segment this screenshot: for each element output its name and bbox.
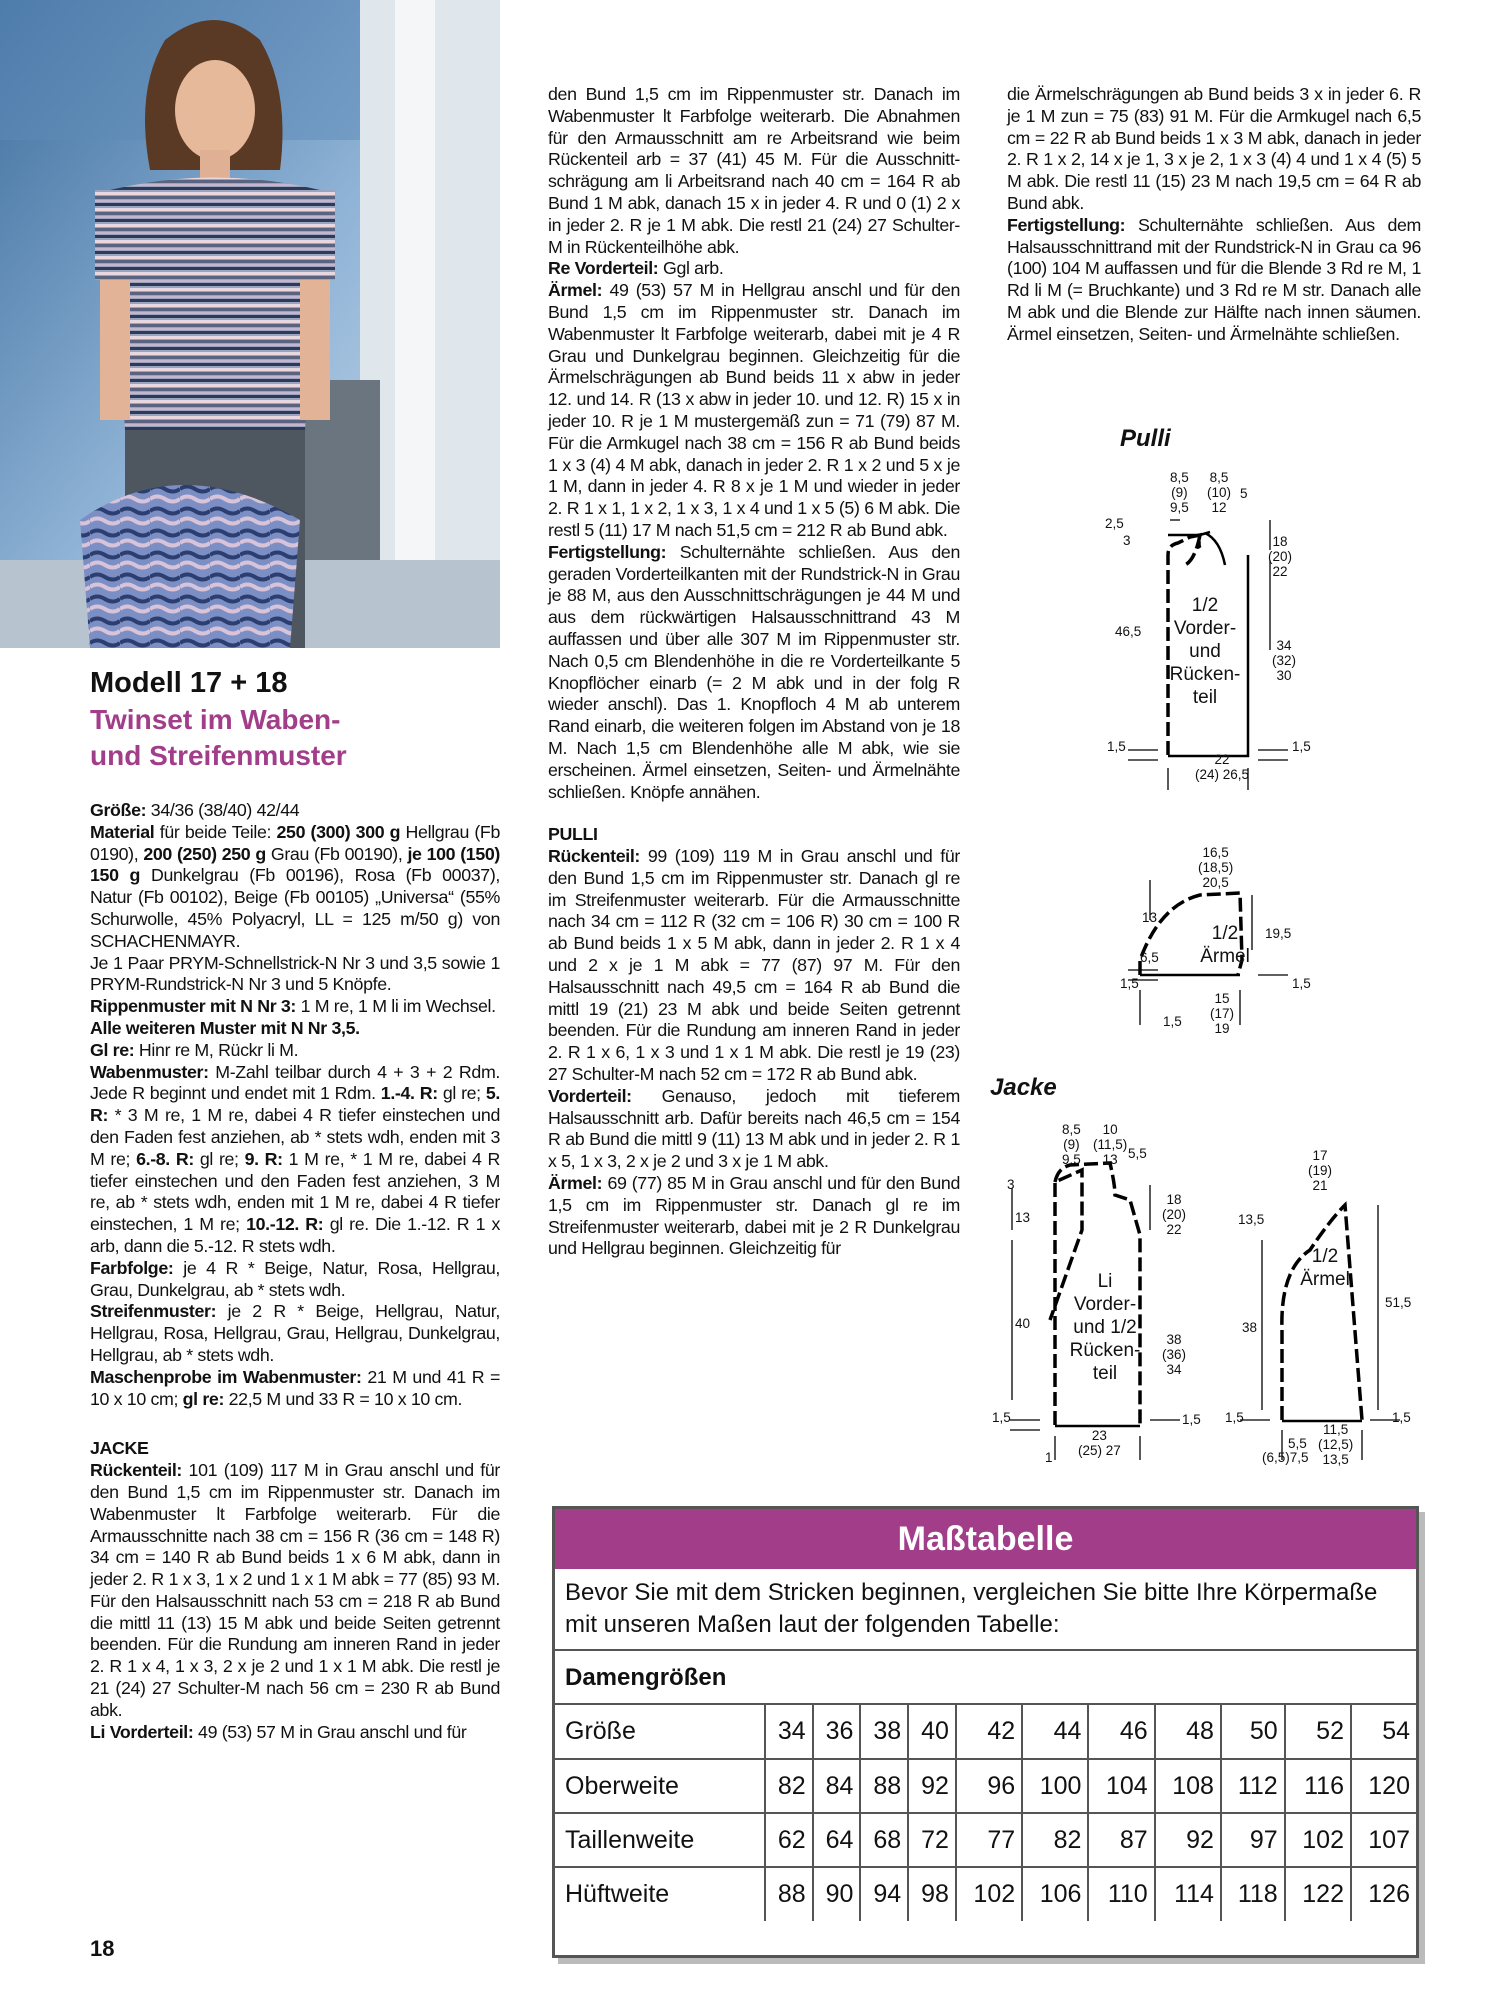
size-table-grid — [555, 1705, 1416, 1921]
dim: 1,5 — [1120, 976, 1139, 991]
model-subtitle-line1: Twinset im Waben- — [90, 704, 341, 735]
table-cell: 126 — [1351, 1867, 1416, 1921]
dim: 5,5 — [1288, 1436, 1307, 1451]
table-cell: 64 — [813, 1813, 861, 1867]
size-table — [552, 1506, 1419, 1958]
table-cell: 82 — [1022, 1813, 1088, 1867]
table-cell: 84 — [813, 1759, 861, 1813]
table-cell: 94 — [860, 1867, 908, 1921]
dim: 40 — [1015, 1316, 1031, 1331]
table-cell: 110 — [1088, 1867, 1154, 1921]
table-cell: 87 — [1088, 1813, 1154, 1867]
table-cell: 68 — [860, 1813, 908, 1867]
table-cell: 40 — [908, 1705, 956, 1759]
dim: 13 — [1142, 910, 1158, 925]
table-cell: 46 — [1088, 1705, 1154, 1759]
dim: 8,5 (9) 9,5 — [1062, 1122, 1081, 1167]
column-3-text: die Ärmelschrägungen ab Bund beids 3 x in jeder 6. R je 1 M zun = 75 (83) 91 M. Für die Armkugel nach 6,5 cm = 22 R ab Bund beids 1 x 3 M abk, danach in jeder 2. R 1 x 2, 14 x je 1, 3 x je 2, 1 x 3 (4) 4 und 1 x 4 (5) 5 M abk. Die restl 11 (15) 23 M nach 19,5 cm = 64 R ab Bund abk. Fertigstellung: Schulternähte schließen. Aus dem Halsausschnittrand mit der Rundstrick-N in Grau ca 96 (100) 104 M auffassen und für die Blende 3 Rd re M, 1 Rd li M (= Bruchkante) und 3 Rd re M str. Danach alle M abk und die Blende zur Hälfte nach innen säumen. Ärmel einsetzen, Seiten- und Ärmelnähte schließen. — [1007, 84, 1421, 344]
table-cell: 102 — [956, 1867, 1022, 1921]
table-row — [555, 1705, 1416, 1759]
dim: 5 — [1240, 486, 1248, 501]
column-2-text: den Bund 1,5 cm im Rippenmuster str. Danach im Wabenmuster lt Farbfolge weiterarb. Die Abnahmen für den Armausschnitt am re Arbeitsrand wie beim Rückenteil arb = 37 (41) 45 M. Für die Ausschnitt-schrägung am li Arbeitsrand nach 40 cm = 164 R ab Bund 1 M abk, danach 15 x in jeder 4. R und 0 (1) 2 x in jeder 2. R je 1 M abk. Die restl 21 (24) 27 Schulter-M in Rückenteilhöhe abk. Re Vorderteil: Ggl arb. Ärmel: 49 (53) 57 M in Hellgrau anschl und für den Bund 1,5 cm im Rippenmuster str. Danach im Wabenmuster lt Farbfolge weiterarb, dabei mit je 4 R Grau und Dunkelgrau beginnen. Gleichzeitig für die Ärmelschrägungen ab Bund beids 11 x abw in jeder 12. und 14. R (13 x abw in jeder 10. und 12. R) 15 x in jeder 10. R je 1 M mustergemäß zun = 71 (79) 87 M. Für die Armkugel nach 38 cm = 156 R ab Bund beids 1 x 3 (4) 4 M abk, danach in jeder 2. R 1 x 2 und 5 x je 1 M, dann in jeder 4. R 8 x je 1 M und wieder in jeder 2. R 1 x 1, 1 x 2, 1 x 3, 1 x 4 und 1 x 5 (5) 6 M abk. Die restl 5 (11) 17 M nach 51,5 cm = 212 R ab Bund abk. Fertigstellung: Schulternähte schließen. Aus den geraden Vorderteilkanten mit der Rundstrick-N in Grau je 88 M, aus den Ausschnittschrägungen je 44 M und aus dem rückwärtigen Halsausschnittrand 43 M auffassen und über alle 307 M im Rippenmuster str. Nach 0,5 cm Blendenhöhe in die re Vorderteilkante 5 Knopflöcher einarb (= 2 M abk und in der folg R wieder anschl). Das 1. Knopfloch 4 M ab unterem Rand einarb, die weiteren folgen im Abstand von je 18 M. Nach 1,5 cm Blendenhöhe alle M abk, wie sie erscheinen. Ärmel einsetzen, Seiten- und Ärmelnähte schließen. Knöpfe annähen. PULLI Rückenteil: 99 (109) 119 M in Grau anschl und für den Bund 1,5 cm im Rippenmuster str. Danach gl re im Streifenmuster weiterarb. Für die Armausschnitte nach 34 cm = 112 R (32 cm = 106 R) 30 cm = 100 R ab Bund beids 1 x 5 M abk, dann in jeder 2. R 1 x 4 und 2 x je 1 M abk = 77 (87) 97 M. Für den Halsausschnitt nach 49,5 cm = 164 R ab Bund die mittl 19 (21) 23 M abk und beide Seiten getrennt beenden. Für die Rundung am inneren Rand in jeder 2. R 1 x 6, 1 x 3 und 1 x 1 M abk. Die restl je 19 (23) 27 Schulter-M nach 52 cm = 172 R ab Bund abk. Vorderteil: Genauso, jedoch mit tieferem Halsausschnitt arb. Dafür bereits nach 46,5 cm = 154 R ab Bund die mittl 9 (11) 13 M abk und in jeder 2. R 1 x 5, 1 x 3, 2 x je 2 und 3 x je 1 M abk. Ärmel: 69 (77) 85 M in Grau anschl und für den Bund 1,5 cm im Rippenmuster str. Danach gl re im Streifenmuster weiterarb, dabei mit je 2 R Dunkelgrau und Hellgrau beginnen. Gleichzeitig für — [548, 84, 960, 1259]
table-cell: 38 — [860, 1705, 908, 1759]
table-cell: 92 — [908, 1759, 956, 1813]
table-cell: 114 — [1155, 1867, 1221, 1921]
dim: 16,5 (18,5) 20,5 — [1198, 845, 1234, 890]
dim: 3 — [1123, 533, 1131, 548]
dim: 17 (19) 21 — [1308, 1148, 1333, 1193]
dim: 1 — [1045, 1450, 1053, 1465]
dim: 38 (36) 34 — [1162, 1332, 1187, 1377]
dim: 8,5 (10) 12 — [1207, 470, 1232, 515]
model-subtitle-line2: und Streifenmuster — [90, 740, 347, 771]
dim: 8,5 (9) 9,5 — [1170, 470, 1189, 515]
dim: 1,5 — [992, 1410, 1011, 1425]
table-cell: 62 — [765, 1813, 813, 1867]
dim: 13 — [1015, 1210, 1031, 1225]
dim: 1,5 — [1225, 1410, 1244, 1425]
size-table-intro: Bevor Sie mit dem Stricken beginnen, vergleichen Sie bitte Ihre Körpermaße mit unseren Maßen laut der folgenden Tabelle: — [555, 1569, 1416, 1651]
dim: 1,5 — [1292, 976, 1311, 991]
page-number: 18 — [90, 1936, 115, 1961]
table-cell: 120 — [1351, 1759, 1416, 1813]
table-cell: 44 — [1022, 1705, 1088, 1759]
table-cell: 88 — [860, 1759, 908, 1813]
table-row — [555, 1867, 1416, 1921]
table-cell: 116 — [1285, 1759, 1351, 1813]
dim: 3 — [1007, 1177, 1015, 1192]
table-cell: 52 — [1285, 1705, 1351, 1759]
table-row-label: Oberweite — [555, 1759, 765, 1813]
table-cell: 77 — [956, 1813, 1022, 1867]
table-cell: 88 — [765, 1867, 813, 1921]
dim: 1,5 — [1292, 739, 1311, 754]
table-cell: 118 — [1221, 1867, 1285, 1921]
model-title: Modell 17 + 18 — [90, 667, 288, 699]
dim: 1,5 — [1163, 1014, 1182, 1029]
table-cell: 34 — [765, 1705, 813, 1759]
table-cell: 96 — [956, 1759, 1022, 1813]
dim: 19,5 — [1265, 926, 1292, 941]
table-cell: 92 — [1155, 1813, 1221, 1867]
table-row-label: Hüftweite — [565, 1880, 670, 1908]
dim: 23 (25) 27 — [1078, 1428, 1121, 1458]
table-row — [555, 1813, 1416, 1867]
table-cell: 104 — [1088, 1759, 1154, 1813]
pulli-body-piece-label: 1/2 Vorder- und Rücken- teil — [1169, 595, 1241, 708]
table-row — [555, 1759, 1416, 1813]
pulli-sleeve-piece-label: 1/2 Ärmel — [1200, 923, 1250, 967]
dim: 15 (17) 19 — [1210, 991, 1235, 1036]
table-row-label: Größe — [555, 1705, 765, 1759]
jacke-sleeve-piece-label: 1/2 Ärmel — [1300, 1246, 1350, 1290]
section-pulli: PULLI — [548, 824, 598, 845]
dim: 46,5 — [1115, 624, 1142, 639]
dim: 6,5 — [1140, 950, 1159, 965]
table-cell: 97 — [1221, 1813, 1285, 1867]
dim: 51,5 — [1385, 1295, 1412, 1310]
table-cell: 106 — [1022, 1867, 1088, 1921]
table-cell: 100 — [1022, 1759, 1088, 1813]
table-cell: 36 — [813, 1705, 861, 1759]
dim: 34 (32) 30 — [1272, 638, 1297, 683]
table-cell: 112 — [1221, 1759, 1285, 1813]
table-cell: 98 — [908, 1867, 956, 1921]
dim: 38 — [1242, 1320, 1258, 1335]
dim: 1,5 — [1107, 739, 1126, 754]
table-cell: 72 — [908, 1813, 956, 1867]
table-row-label: Taillenweite — [555, 1813, 765, 1867]
table-cell: 122 — [1285, 1867, 1351, 1921]
table-cell: 102 — [1285, 1813, 1351, 1867]
table-cell: 82 — [765, 1759, 813, 1813]
size-table-subtitle: Damengrößen — [555, 1651, 1416, 1705]
dim: 11,5 (12,5) 13,5 — [1318, 1422, 1354, 1467]
dim: 18 (20) 22 — [1268, 534, 1293, 579]
dim: 1,5 — [1392, 1410, 1411, 1425]
dim: 5,5 — [1128, 1146, 1147, 1161]
diagram-label-pulli: Pulli — [1120, 425, 1171, 452]
table-cell: 107 — [1351, 1813, 1416, 1867]
table-cell: 48 — [1155, 1705, 1221, 1759]
dim: (6,5)7,5 — [1262, 1450, 1309, 1465]
column-1-text: Größe: 34/36 (38/40) 42/44 Material für beide Teile: 250 (300) 300 g Hellgrau (Fb 0190), 200 (250) 250 g Grau (Fb 00190), je 100 (150) 150 g Dunkelgrau (Fb 00196), Rosa (Fb 00037), Natur (Fb 00102), Beige (Fb 00105) „Universa“ (55% Schurwolle, 45% Polyacryl, LL = 125 m/50 g) von SCHACHENMAYR. Je 1 Paar PRYM-Schnellstrick-N Nr 3 und 3,5 sowie 1 PRYM-Rundstrick-N Nr 3 und 5 Knöpfe. Rippenmuster mit N Nr 3: 1 M re, 1 M li im Wechsel. Alle weiteren Muster mit N Nr 3,5. Gl re: Hinr re M, Rückr li M. Wabenmuster: M-Zahl teilbar durch 4 + 3 + 2 Rdm. Jede R beginnt und endet mit 1 Rdm. 1.-4. R: gl re; 5. R: * 3 M re, 1 M re, dabei 4 R tiefer einstechen und den Faden fest anziehen, ab * stets wdh, enden mit 3 M re; 6.-8. R: gl re; 9. R: 1 M re, * 1 M re, dabei 4 R tiefer einstechen und den Faden fest anziehen, 3 M re, ab * stets wdh, enden mit 1 M re, dabei 4 R tiefer einstechen, 1 M re; 10.-12. R: gl re. Die 1.-12. R 1 x arb, dann die 5.-12. R stets wdh. Farbfolge: je 4 R * Beige, Natur, Rosa, Hellgrau, Grau, Dunkelgrau, ab * stets wdh. Streifenmuster: je 2 R * Beige, Hellgrau, Natur, Hellgrau, Rosa, Hellgrau, Grau, Hellgrau, Dunkelgrau, Hellgrau, ab * stets wdh. Maschenprobe im Wabenmuster: 21 M und 41 R = 10 x 10 cm; gl re: 22,5 M und 33 R = 10 x 10 cm. JACKE Rückenteil: 101 (109) 117 M in Grau anschl und für den Bund 1,5 cm im Rippenmuster str. Danach im Wabenmuster lt Farbfolge weiterarb. Für die Armausschnitte nach 38 cm = 156 R (36 cm = 148 R) 34 cm = 140 R ab Bund beids 1 x 6 M abk, dann in jeder 2. R 1 x 3, 1 x 2 und 1 x 1 M abk = 77 (85) 93 M. Für den Halsausschnitt nach 53 cm = 218 R ab Bund die mittl 11 (13) 15 M abk und beide Seiten getrennt beenden. Für die Rundung am inneren Rand in jeder 2. R 1 x 4, 1 x 3, 2 x je 2 und 1 x 1 M abk. Die restl je 21 (24) 27 Schulter-M nach 56 cm = 230 R ab Bund abk. Li Vorderteil: 49 (53) 57 M in Grau anschl und für — [90, 800, 501, 1742]
dim: 18 (20) 22 — [1162, 1192, 1187, 1237]
dim: 13,5 — [1238, 1212, 1265, 1227]
size-table-title: Maßtabelle — [555, 1509, 1416, 1569]
dim: 2,5 — [1105, 516, 1124, 531]
section-jacke: JACKE — [90, 1438, 149, 1459]
table-cell: 50 — [1221, 1705, 1285, 1759]
jacke-body-piece-label: Li Vorder- und 1/2 Rücken- teil — [1069, 1271, 1141, 1384]
diagram-label-jacke: Jacke — [990, 1074, 1057, 1101]
table-cell: 90 — [813, 1867, 861, 1921]
table-cell: 108 — [1155, 1759, 1221, 1813]
dim: 1,5 — [1182, 1412, 1201, 1427]
table-cell: 54 — [1351, 1705, 1416, 1759]
dim: 10 (11,5) 13 — [1093, 1122, 1128, 1167]
table-cell: 42 — [956, 1705, 1022, 1759]
dim: 22 (24) 26,5 — [1195, 752, 1250, 782]
